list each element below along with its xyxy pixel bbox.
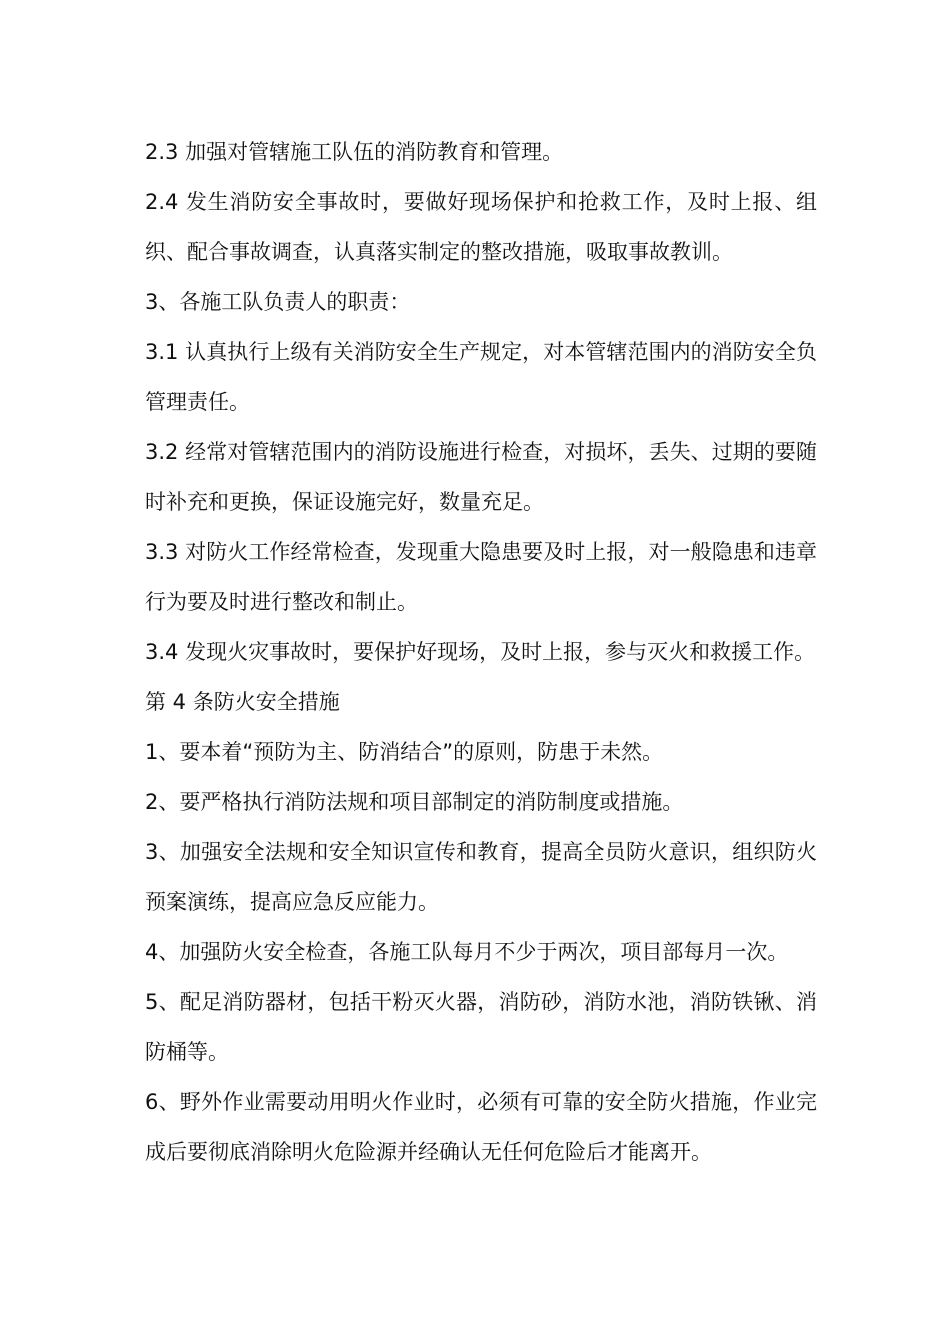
section-heading-3: 3、各施工队负责人的职责： — [145, 290, 411, 314]
paragraph-3-2: 3.2 经常对管辖范围内的消防设施进行检查，对损坏，丢失、过期的要随时补充和更换，保证设施完好，数量充足。 — [145, 440, 817, 514]
paragraph-2-3: 2.3 加强对管辖施工队伍的消防教育和管理。 — [145, 140, 564, 164]
measure-item-2: 2、要严格执行消防法规和项目部制定的消防制度或措施。 — [145, 790, 684, 814]
measure-item-1: 1、要本着“预防为主、防消结合”的原则，防患于未然。 — [145, 740, 664, 764]
measure-item-4: 4、加强防火安全检查，各施工队每月不少于两次，项目部每月一次。 — [145, 940, 789, 964]
measure-item-6: 6、野外作业需要动用明火作业时，必须有可靠的安全防火措施，作业完成后要彻底消除明火危险源并经确认无任何危险后才能离开。 — [145, 1090, 817, 1164]
article-heading-4: 第 4 条防火安全措施 — [145, 690, 340, 714]
paragraph-3-1: 3.1 认真执行上级有关消防安全生产规定，对本管辖范围内的消防安全负管理责任。 — [145, 340, 817, 414]
paragraph-2-4: 2.4 发生消防安全事故时，要做好现场保护和抢救工作，及时上报、组织、配合事故调查，认真落实制定的整改措施，吸取事故教训。 — [145, 190, 817, 264]
paragraph-3-4: 3.4 发现火灾事故时，要保护好现场，及时上报，参与灭火和救援工作。 — [145, 640, 816, 664]
measure-item-5: 5、配足消防器材，包括干粉灭火器，消防砂，消防水池，消防铁锹、消防桶等。 — [145, 990, 817, 1064]
document-body — [145, 127, 817, 1177]
paragraph-3-3: 3.3 对防火工作经常检查，发现重大隐患要及时上报，对一般隐患和违章行为要及时进行整改和制止。 — [145, 540, 817, 614]
measure-item-3: 3、加强安全法规和安全知识宣传和教育，提高全员防火意识，组织防火预案演练，提高应急反应能力。 — [145, 840, 817, 914]
